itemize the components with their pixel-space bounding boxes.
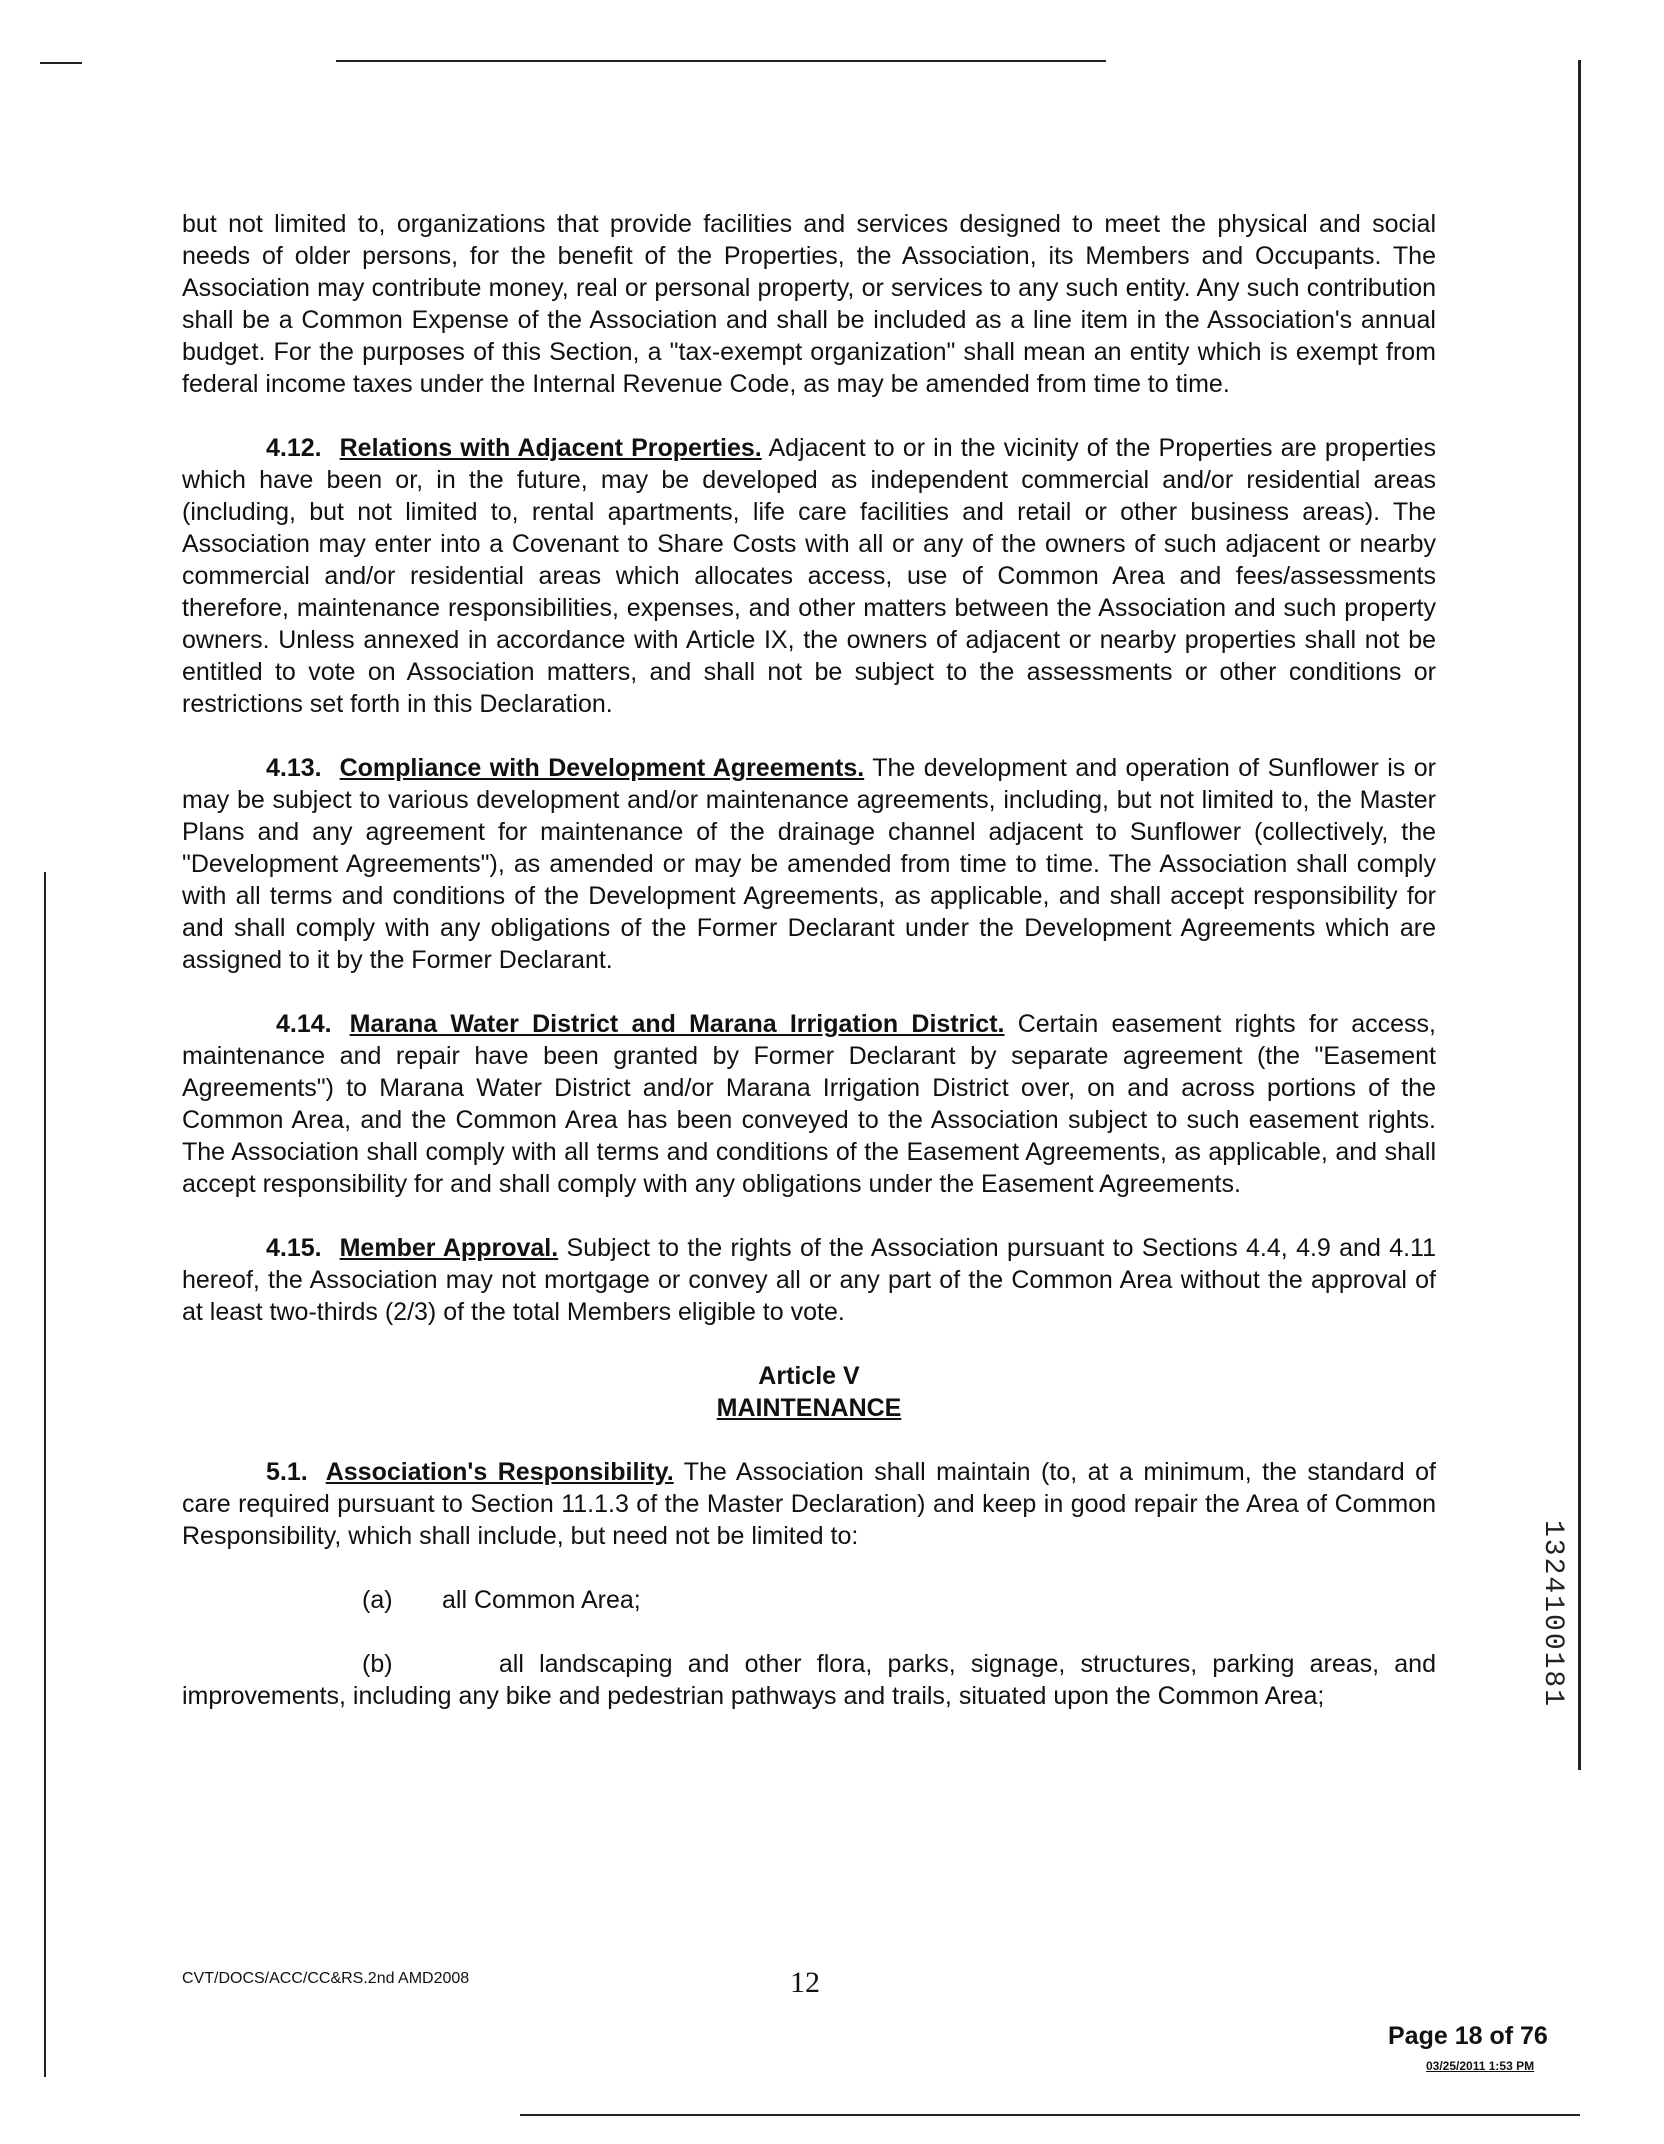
section-number: 4.14. xyxy=(276,1010,332,1038)
article-title: MAINTENANCE xyxy=(716,1394,902,1422)
section-number: 5.1. xyxy=(266,1458,308,1486)
section-body: Adjacent to or in the vicinity of the Properties are properties which have been or, in the future, may be developed as independent commercial and/or residential areas (including, but not limited to, rental apartments, life care facilities and retail or other business areas). The Association may enter into a Covenant to Share Costs with all or any of the owners of such adjacent or nearby commercial and/or residential areas which allocates access, use of Common Area and fees/assessments therefore, maintenance responsibilities, expenses, and other matters between the Association and such property owners. Unless annexed in accordance with Article IX, the owners of adjacent or nearby properties shall not be entitled to vote on Association matters, and shall not be subject to the assessments or other conditions or restrictions set forth in this Declaration. xyxy=(182,434,1436,718)
right-margin-line xyxy=(1578,60,1581,1770)
document-id: CVT/DOCS/ACC/CC&RS.2nd AMD2008 xyxy=(182,1970,470,1987)
item-text: all landscaping and other flora, parks, signage, structures, parking areas, and improvements, including any bike and pedestrian pathways and trails, situated upon the Common Area; xyxy=(182,1650,1436,1710)
document-body xyxy=(182,208,1436,1744)
section-4-13 xyxy=(182,752,1436,976)
section-title: Marana Water District and Marana Irrigation District. xyxy=(349,1010,1005,1038)
section-4-12 xyxy=(182,432,1436,720)
section-4-15 xyxy=(182,1232,1436,1328)
section-title: Member Approval. xyxy=(339,1234,559,1262)
section-body: Subject to the rights of the Association pursuant to Sections 4.4, 4.9 and 4.11 hereof, the Association may not mortgage or convey all or any part of the Common Area without the approval of at least two-thirds (2/3) of the total Members eligible to vote. xyxy=(182,1234,1436,1326)
item-label: (a) xyxy=(362,1586,393,1614)
section-number: 4.15. xyxy=(266,1234,322,1262)
item-text: all Common Area; xyxy=(442,1586,641,1614)
top-left-mark xyxy=(40,62,82,64)
item-label: (b) xyxy=(362,1650,393,1678)
intro-paragraph: but not limited to, organizations that provide facilities and services designed to meet the physical and social needs of older persons, for the benefit of the Properties, the Association, its Members and Occupants. The Association may contribute money, real or personal property, or services to any such entity. Any such contribution shall be a Common Expense of the Association and shall be included as a line item in the Association's annual budget. For the purposes of this Section, a "tax-exempt organization" shall mean an entity which is exempt from federal income taxes under the Internal Revenue Code, as may be amended from time to time. xyxy=(182,210,1436,398)
left-margin-line xyxy=(44,872,46,2077)
section-title: Relations with Adjacent Properties. xyxy=(339,434,762,462)
stamp-date: 03/25/2011 1:53 PM xyxy=(1426,2059,1535,2073)
page-count: Page 18 of 76 xyxy=(1388,2022,1548,2050)
section-number: 4.12. xyxy=(266,434,322,462)
section-4-14 xyxy=(182,1008,1436,1200)
article-number: Article V xyxy=(758,1362,860,1390)
recording-number: 1324100181 xyxy=(1537,1520,1568,1709)
article-heading xyxy=(182,1360,1436,1424)
top-rule xyxy=(336,60,1106,62)
section-title: Association's Responsibility. xyxy=(325,1458,674,1486)
section-body: The Association shall maintain (to, at a minimum, the standard of care required pursuant to Section 11.1.3 of the Master Declaration) and keep in good repair the Area of Common Responsibility, which shall include, but need not be limited to: xyxy=(182,1458,1436,1550)
section-number: 4.13. xyxy=(266,754,322,782)
section-5-1 xyxy=(182,1456,1436,1552)
list-item-b xyxy=(182,1648,1436,1712)
list-item-a xyxy=(182,1584,1436,1616)
bottom-rule xyxy=(520,2114,1580,2116)
section-title: Compliance with Development Agreements. xyxy=(339,754,865,782)
section-body: Certain easement rights for access, maintenance and repair have been granted by Former Declarant by separate agreement (the "Easement Agreements") to Marana Water District and/or Marana Irrigation District over, on and across portions of the Common Area, and the Common Area has been conveyed to the Association subject to such easement rights. The Association shall comply with all terms and conditions of the Easement Agreements, as applicable, and shall accept responsibility for and shall comply with any obligations under the Easement Agreements. xyxy=(182,1010,1436,1198)
page-number: 12 xyxy=(790,1966,820,1999)
section-body: The development and operation of Sunflower is or may be subject to various development and/or maintenance agreements, including, but not limited to, the Master Plans and any agreement for maintenance of the drainage channel adjacent to Sunflower (collectively, the "Development Agreements"), as amended or may be amended from time to time. The Association shall comply with all terms and conditions of the Development Agreements, as applicable, and shall accept responsibility for and shall comply with any obligations of the Former Declarant under the Development Agreements which are assigned to it by the Former Declarant. xyxy=(182,754,1436,974)
